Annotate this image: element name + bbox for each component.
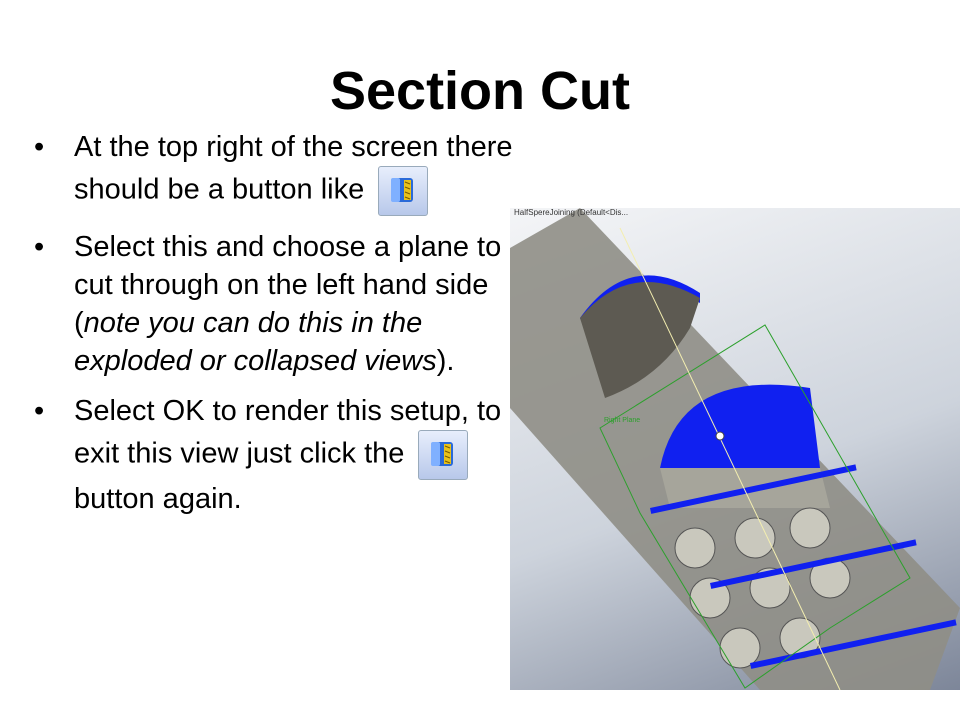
feature-tree-label: HalfSpereJoining (Default<Dis...: [514, 208, 629, 217]
bullet-text: At the top right of the screen there should be a button like: [74, 131, 513, 206]
cad-section-view-screenshot: [510, 208, 960, 690]
bullet-text: Select this and choose a plane to cut through on the left hand side (: [74, 231, 502, 339]
bullet-text: Select OK to render this setup, to exit this view just click the: [74, 395, 502, 470]
origin-marker: [716, 432, 724, 440]
page-title: Section Cut: [329, 61, 630, 121]
section-view-icon: [418, 430, 468, 480]
bullet-italic-text: note you can do this in the exploded or collapsed views: [74, 307, 437, 377]
bullet-text-end: button again.: [74, 483, 242, 515]
plane-label: Right Plane: [604, 417, 641, 424]
bullet-mark: •: [34, 395, 45, 427]
bullet-item: [34, 128, 534, 216]
bullet-mark: •: [34, 131, 45, 163]
bullet-mark: •: [34, 231, 45, 263]
bullet-list: [34, 128, 534, 530]
bullet-item: [34, 392, 534, 518]
section-view-icon: [378, 166, 428, 216]
cad-model-drawing: [510, 208, 960, 690]
bullet-text-end: ).: [436, 345, 455, 377]
bullet-item: [34, 228, 534, 380]
